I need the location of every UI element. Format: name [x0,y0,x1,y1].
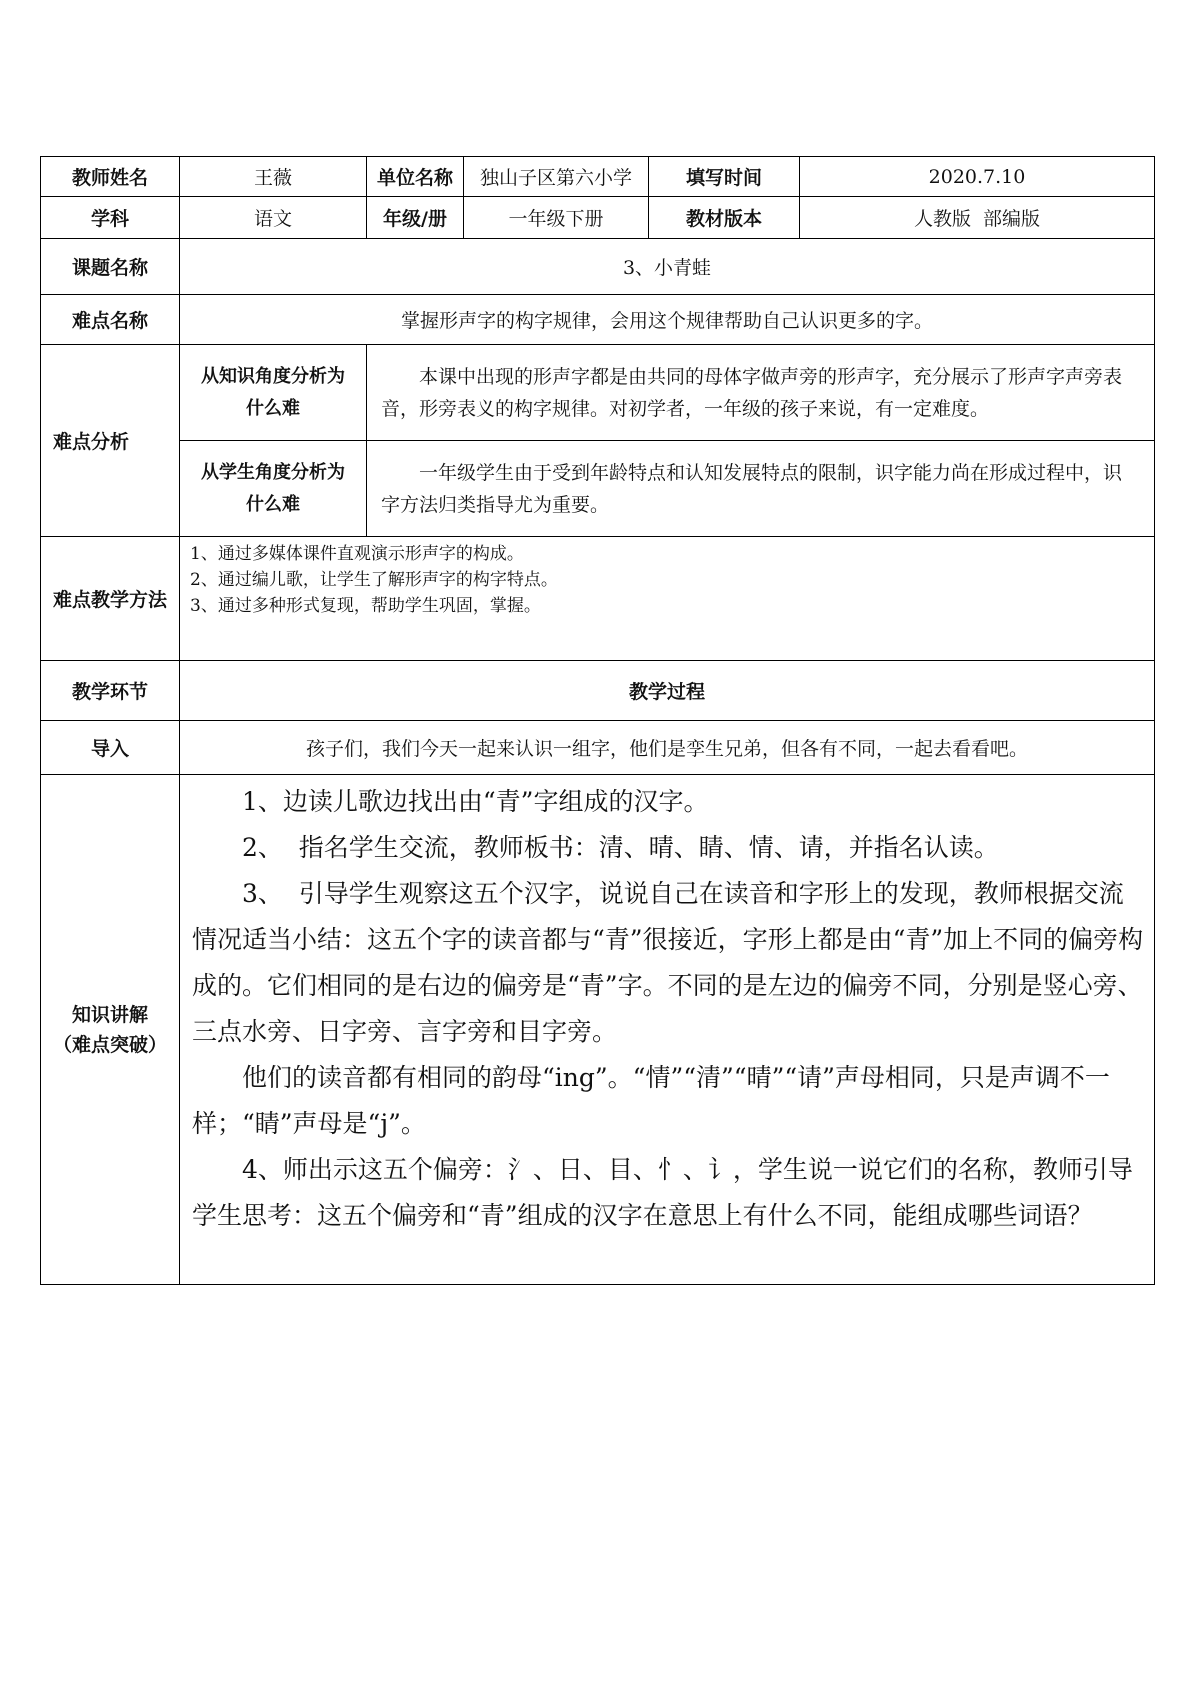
method-item: 1、通过多媒体课件直观演示形声字的构成。 [190,544,524,564]
unit-label: 单位名称 [367,157,464,197]
intro-text: 孩子们，我们今天一起来认识一组字，他们是孪生兄弟，但各有不同，一起去看看吧。 [180,721,1155,775]
analysis-student-row [41,441,1155,537]
knowledge-angle-label-line-2: 什么难 [246,397,300,419]
knowledge-angle-label [180,345,367,441]
knowledge-paragraph: 4、师出示这五个偏旁：氵、日、目、忄、讠，学生说一说它们的名称，教师引导学生思考：这五个偏旁和“青”组成的汉字在意思上有什么不同，能组成哪些词语？ [192,1155,1133,1230]
topic-row [41,239,1155,295]
method-list [180,537,1155,661]
knowledge-paragraph: 3、 引导学生观察这五个汉字，说说自己在读音和字形上的发现，教师根据交流情况适当小结：这五个字的读音都与“青”很接近，字形上都是由“青”加上不同的偏旁构成的。它们相同的是右边的偏旁是“青”字。不同的是左边的偏旁不同，分别是竖心旁、三点水旁、日字旁、言字旁和目字旁。 [192,879,1144,1046]
method-label: 难点教学方法 [41,537,180,661]
analysis-knowledge-row [41,345,1155,441]
teacher-label: 教师姓名 [41,157,180,197]
knowledge-row [41,775,1155,1285]
knowledge-angle-label-line-1: 从知识角度分析为 [201,365,345,387]
grade-value: 一年级下册 [464,197,649,239]
analysis-label: 难点分析 [41,345,180,537]
grade-label: 年级/册 [367,197,464,239]
intro-label: 导入 [41,721,180,775]
stage-label: 教学环节 [41,661,180,721]
student-angle-label-line-1: 从学生角度分析为 [201,461,345,483]
lesson-table [40,156,1155,1285]
topic-label: 课题名称 [41,239,180,295]
difficulty-label: 难点名称 [41,295,180,345]
time-label: 填写时间 [649,157,800,197]
knowledge-label-line-2: （难点突破） [52,1033,167,1056]
knowledge-paragraph: 他们的读音都有相同的韵母“ing”。“情”“清”“晴”“请”声母相同，只是声调不一样；“睛”声母是“j”。 [192,1063,1110,1138]
knowledge-paragraph: 1、边读儿歌边找出由“青”字组成的汉字。 [242,787,709,816]
topic-value: 3、小青蛙 [180,239,1155,295]
knowledge-content [180,775,1155,1285]
process-header-row [41,661,1155,721]
student-angle-label-line-2: 什么难 [246,493,300,515]
knowledge-label-line-1: 知识讲解 [71,1003,148,1026]
edition-label: 教材版本 [649,197,800,239]
knowledge-paragraph: 2、 指名学生交流，教师板书：清、晴、睛、情、请，并指名认读。 [242,833,999,862]
header-row-1 [41,157,1155,197]
process-label: 教学过程 [180,661,1155,721]
edition-value: 人教版 部编版 [800,197,1155,239]
subject-value: 语文 [180,197,367,239]
intro-row [41,721,1155,775]
unit-value: 独山子区第六小学 [464,157,649,197]
teacher-value: 王薇 [180,157,367,197]
knowledge-label [41,775,180,1285]
knowledge-angle-text: 本课中出现的形声字都是由共同的母体字做声旁的形声字，充分展示了形声字声旁表音，形旁表义的构字规律。对初学者，一年级的孩子来说，有一定难度。 [367,345,1155,441]
method-item: 2、通过编儿歌，让学生了解形声字的构字特点。 [190,570,558,590]
student-angle-text: 一年级学生由于受到年龄特点和认知发展特点的限制，识字能力尚在形成过程中，识字方法归类指导尤为重要。 [367,441,1155,537]
method-row [41,537,1155,661]
time-value: 2020.7.10 [800,157,1155,197]
difficulty-row [41,295,1155,345]
subject-label: 学科 [41,197,180,239]
student-angle-label [180,441,367,537]
method-item: 3、通过多种形式复现，帮助学生巩固，掌握。 [190,596,541,616]
header-row-2 [41,197,1155,239]
difficulty-value: 掌握形声字的构字规律，会用这个规律帮助自己认识更多的字。 [180,295,1155,345]
